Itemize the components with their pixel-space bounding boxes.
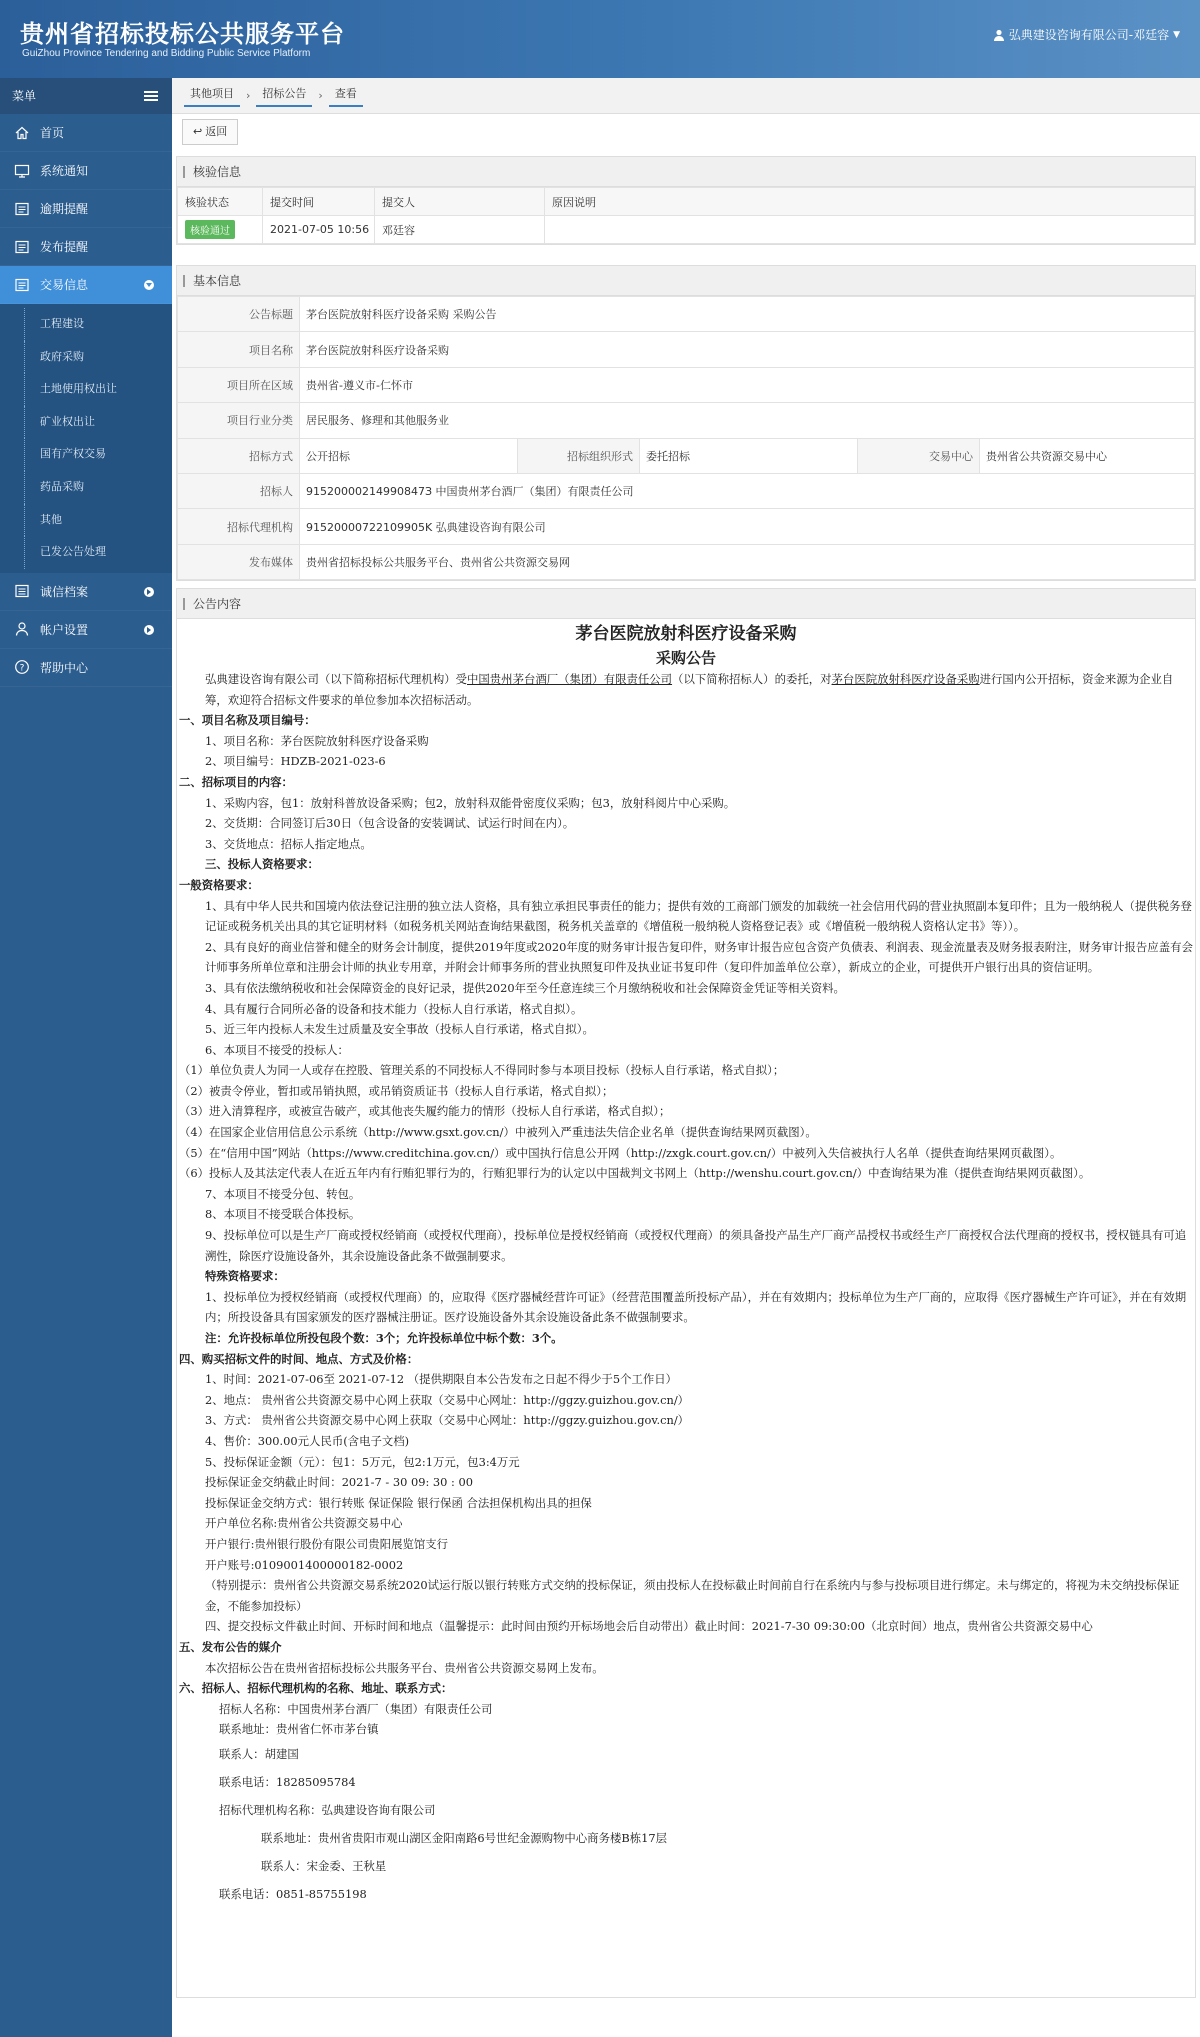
document-line: 2、具有良好的商业信誉和健全的财务会计制度，提供2019年度或2020年度的财务审计报告复印件，财务审计报告应包含资产负债表、利润表、现金流量表及财务报表附注，财务审计报告应盖有会计师事务所单位章和注册会计师的执业专用章，并附会计师事务所的营业执照复印件及执业证书复印件（复印件加盖单位公章），新成立的企业，可提供开户银行出具的资信证明。 [205,939,1193,975]
reason [545,216,1195,244]
sidebar-subitem-published[interactable]: 已发公告处理 [0,536,172,569]
document-icon [14,277,30,293]
center-value: 贵州省公共资源交易中心 [980,438,1195,473]
back-arrow-icon: ↩ [193,125,203,138]
sidebar-item-help[interactable] [0,649,172,687]
check-info-panel [176,156,1196,245]
document-icon [14,201,30,217]
document-line: 注：允许投标单位所投包段个数：3个；允许投标单位中标个数：3个。 [205,1331,563,1345]
panel-title: 基本信息 [177,266,1195,296]
document-line: 4、具有履行合同所必备的设备和技术能力（投标人自行承诺，格式自拟）。 [205,1001,583,1016]
document-line: 1、采购内容，包1：放射科普放设备采购；包2，放射科双能骨密度仪采购；包3，放射科阅片中心采购。 [205,795,736,810]
agency-value: 91520000722109905K 弘典建设咨询有限公司 [300,509,1195,544]
org-form-value: 委托招标 [640,438,858,473]
back-label: 返回 [205,125,228,138]
sidebar-item-home[interactable] [0,114,172,152]
document-line: 1、投标单位为授权经销商（或授权代理商）的，应取得《医疗器械经营许可证》（经营范围覆盖所投标产品），并在有效期内；投标单位为生产厂商的，应取得《医疗器械生产许可证》，并在有效期内；所投设备具有国家颁发的医疗器械注册证。医疗设施设备外其余设施设备此条不做强制要求。 [205,1289,1187,1325]
document-line: 三、投标人资格要求： [205,857,319,872]
document-line: 6、本项目不接受的投标人： [205,1042,349,1057]
tenderer-value: 91520000214990847З 中国贵州茅台酒厂（集团）有限责任公司 [300,473,1195,508]
method-value: 公开招标 [300,438,518,473]
document-line: 2、项目编号：HDZB-2021-023-6 [205,754,386,769]
user-icon [14,621,30,637]
field-label: 招标代理机构 [178,509,300,544]
platform-title: 贵州省招标投标公共服务平台 [20,19,345,48]
field-label: 招标方式 [178,438,300,473]
user-menu[interactable] [993,26,1180,43]
svg-text:?: ? [19,663,25,674]
sidebar-item-publish[interactable] [0,228,172,266]
field-label: 公告标题 [178,297,300,332]
sidebar-item-label: 帐户设置 [40,622,89,637]
sidebar-subitem-other[interactable]: 其他 [0,504,172,537]
project-link: 茅台医院放射科医疗设备采购 [831,672,980,686]
platform-subtitle: GuiZhou Province Tendering and Bidding Public Service Platform [22,48,311,59]
person-icon [993,29,1005,41]
document-line: （2）被责令停业，暂扣或吊销执照，或吊销资质证书（投标人自行承诺，格式自拟）； [179,1083,614,1098]
column-header: 提交人 [375,188,545,216]
media-value: 贵州省招标投标公共服务平台、贵州省公共资源交易网 [300,544,1195,579]
field-label: 发布媒体 [178,544,300,579]
document-line: （6）投标人及其法定代表人在近五年内有行贿犯罪行为的，行贿犯罪行为的认定以中国裁判文书网上（http://wenshu.court.gov.cn/）中查询结果为准（提供查询结果网页截图）。 [179,1166,1091,1181]
document-line: 招标人名称：中国贵州茅台酒厂（集团）有限责任公司 [219,1701,493,1716]
notice-content-panel [176,588,1196,1998]
document-line: 3、方式： 贵州省公共资源交易中心网上获取（交易中心网址：http://ggzy.guizhou.gov.cn/） [205,1413,690,1428]
document-line: 投标保证金交纳方式：银行转账 保证保险 银行保函 合法担保机构出具的担保 [205,1495,592,1510]
chevron-right-icon [144,625,154,635]
document-line: 一般资格要求： [179,877,259,892]
document-line: 开户账号:0109001400000182-0002 [205,1557,404,1572]
chevron-down-icon: ▼ [1173,29,1180,40]
document-line: 3、交货地点：招标人指定地点。 [205,836,372,851]
table-row [178,216,1195,244]
industry-value: 居民服务、修理和其他服务业 [300,403,1195,438]
sidebar-item-overdue[interactable] [0,190,172,228]
document-line: 招标代理机构名称：弘典建设咨询有限公司 [219,1802,436,1817]
field-label: 招标组织形式 [518,438,640,473]
sidebar-submenu [0,304,172,573]
document-line: 联系地址：贵州省仁怀市茅台镇 [219,1722,379,1737]
sidebar-item-label: 系统通知 [40,164,89,178]
sidebar-subitem-construction[interactable]: 工程建设 [0,308,172,341]
document-line: 联系电话：0851-85755198 [219,1886,367,1901]
document-line: 联系地址：贵州省贵阳市观山湖区金阳南路6号世纪金源购物中心商务楼B栋17层 [261,1830,668,1845]
hamburger-icon[interactable] [144,91,158,101]
document-line: 9、投标单位可以是生产厂商或授权经销商（或授权代理商），投标单位是授权经销商（或授权代理商）的须具备投产品生产厂商产品授权书或经生产厂商授权合法代理商的授权书，授权链具有可追溯性，除医疗设施设备外，其余设施设备此条不做强制要求。 [205,1228,1187,1263]
document-subtitle: 采购公告 [655,649,716,667]
document-line: 1、项目名称：茅台医院放射科医疗设备采购 [205,733,429,748]
sidebar-item-label: 逾期提醒 [40,202,89,216]
basic-info-table [177,296,1195,580]
sidebar-item-label: 首页 [40,126,65,140]
sidebar-item-label: 帮助中心 [40,660,89,675]
document-line: 开户银行:贵州银行股份有限公司贵阳展览馆支行 [205,1536,449,1551]
document-line: 4、售价：300.00元人民币(含电子文档) [205,1433,410,1448]
document-line: 本次招标公告在贵州省招标投标公共服务平台、贵州省公共资源交易网上发布。 [205,1660,604,1675]
chevron-down-icon [144,280,154,290]
field-label: 项目所在区域 [178,367,300,402]
document-line: 投标保证金交纳截止时间：2021-7 - 30 09: 30 : 00 [205,1475,473,1490]
document-line: 5、投标保证金额（元）：包1：5万元，包2:1万元，包3:4万元 [205,1454,520,1469]
column-header: 提交时间 [263,188,375,216]
sidebar-item-account[interactable] [0,611,172,649]
panel-title: 核验信息 [177,157,1195,187]
document-line: 联系电话：18285095784 [219,1774,356,1789]
list-icon [14,583,30,599]
document-line: 四、购买招标文件的时间、地点、方式及价格： [179,1351,419,1366]
user-name: 弘典建设咨询有限公司-邓廷容 [1008,28,1170,42]
menu-label: 菜单 [12,89,37,103]
breadcrumb-item[interactable]: 其他项目 [184,85,240,107]
sidebar-item-trade[interactable] [0,266,172,304]
project-name-value: 茅台医院放射科医疗设备采购 [300,332,1195,367]
sidebar-item-label: 诚信档案 [40,584,89,599]
basic-info-panel [176,265,1196,581]
sidebar-subitem-mining[interactable]: 矿业权出让 [0,406,172,439]
sidebar-subitem-land[interactable]: 土地使用权出让 [0,373,172,406]
document-line: 8、本项目不接受联合体投标。 [205,1207,361,1222]
breadcrumb-separator: › [246,89,251,102]
main-content [172,78,1200,2037]
panel-title: 公告内容 [177,589,1195,619]
sidebar-subitem-state-assets[interactable]: 国有产权交易 [0,438,172,471]
submit-time: 2021-07-05 10:56 [263,216,375,244]
document-line: （特别提示：贵州省公共资源交易系统2020试运行版以银行转账方式交纳的投标保证，须由投标人在投标截止时间前自行在系统内与参与投标项目进行绑定。未与绑定的，将视为未交纳投标保证金，不能参加投标） [205,1578,1180,1613]
notice-document [177,621,1195,1908]
document-line: 5、近三年内投标人未发生过质量及安全事故（投标人自行承诺，格式自拟）。 [205,1022,594,1037]
document-line: 五、发布公告的媒介 [179,1639,282,1654]
document-line: 联系人：宋金委、王秋星 [261,1858,387,1873]
document-title: 茅台医院放射科医疗设备采购 [575,624,797,644]
menu-header [0,78,172,114]
breadcrumb [172,78,1200,114]
breadcrumb-item[interactable]: 招标公告 [256,85,312,107]
sidebar-item-label: 发布提醒 [40,240,89,254]
status-badge: 核验通过 [185,220,235,239]
field-label: 交易中心 [858,438,980,473]
help-icon [14,659,30,675]
document-line: 2、地点： 贵州省公共资源交易中心网上获取（交易中心网址：http://ggzy.guizhou.gov.cn/） [205,1392,690,1407]
column-header: 核验状态 [178,188,263,216]
document-intro: 弘典建设咨询有限公司（以下简称招标代理机构）受中国贵州茅台酒厂（集团）有限责任公司（以下简称招标人）的委托，对茅台医院放射科医疗设备采购进行国内公开招标，资金来源为企业自筹，欢迎符合招标文件要求的单位参加本次招标活动。 [205,672,1174,707]
tenderer-link: 中国贵州茅台酒厂（集团）有限责任公司 [467,672,673,686]
breadcrumb-separator: › [318,89,323,102]
document-line: 联系人：胡建国 [219,1746,299,1761]
document-line: （4）在国家企业信用信息公示系统（http://www.gsxt.gov.cn/）中被列入严重违法失信企业名单（提供查询结果网页截图）。 [179,1125,817,1140]
document-line: （1）单位负责人为同一人或存在控股、管理关系的不同投标人不得同时参与本项目投标（投标人自行承诺，格式自拟）； [179,1063,785,1078]
field-label: 招标人 [178,473,300,508]
field-label: 项目名称 [178,332,300,367]
document-line: 1、具有中华人民共和国境内依法登记注册的独立法人资格，具有独立承担民事责任的能力；提供有效的工商部门颁发的加载统一社会信用代码的营业执照副本复印件；且为一般纳税人（提供税务登记证或税务机关出具的其它证明材料（如税务机关网站查询结果截图，税务机关盖章的《增值税一般纳税人资格登记表》或《增值税一般纳税人资格认定书》等））。 [205,898,1192,934]
region-value: 贵州省-遵义市-仁怀市 [300,367,1195,402]
breadcrumb-item[interactable]: 查看 [329,85,363,107]
document-line: 3、具有依法缴纳税收和社会保障资金的良好记录，提供2020年至今任意连续三个月缴纳税收和社会保障资金凭证等相关资料。 [205,980,845,995]
top-header [0,0,1200,78]
document-line: 六、招标人、招标代理机构的名称、地址、联系方式： [179,1681,453,1696]
document-line: 开户单位名称:贵州省公共资源交易中心 [205,1516,403,1531]
chevron-right-icon [144,587,154,597]
back-button[interactable] [182,119,238,145]
sidebar-item-label: 交易信息 [40,278,89,292]
check-info-table [177,187,1195,244]
submitter: 邓廷容 [375,216,545,244]
sidebar-subitem-drugs[interactable]: 药品采购 [0,471,172,504]
sidebar [0,78,172,2037]
document-icon [14,239,30,255]
field-label: 项目行业分类 [178,403,300,438]
document-line: （3）进入清算程序，或被宣告破产，或其他丧失履约能力的情形（投标人自行承诺，格式自拟）； [179,1104,671,1119]
home-icon [14,125,30,141]
document-line: 2、交货期：合同签订后30日（包含设备的安装调试、试运行时间在内）。 [205,816,575,831]
document-line: 一、项目名称及项目编号： [179,713,316,728]
notice-title-value: 茅台医院放射科医疗设备采购 采购公告 [300,297,1195,332]
document-line: （5）在“信用中国”网站（https://www.creditchina.gov.cn/）或中国执行信息公开网（http://zxgk.court.gov.cn/）中被列入失信被执行人名单（提供查询结果网页截图）。 [179,1145,1062,1160]
sidebar-item-notice[interactable] [0,152,172,190]
document-line: 特殊资格要求： [205,1269,285,1284]
monitor-icon [14,163,30,179]
document-body [179,710,1193,1908]
document-line: 二、招标项目的内容： [179,774,293,789]
document-line: 四、提交投标文件截止时间、开标时间和地点（温馨提示：此时间由预约开标场地会后自动带出）截止时间：2021-7-30 09:30:00（北京时间）地点，贵州省公共资源交易中心 [205,1619,1093,1634]
document-line: 7、本项目不接受分包、转包。 [205,1186,361,1201]
document-line: 1、时间：2021-07-06至 2021-07-12 （提供期限自本公告发布之日起不得少于5个工作日） [205,1372,678,1387]
column-header: 原因说明 [545,188,1195,216]
sidebar-item-credit[interactable] [0,573,172,611]
sidebar-subitem-gov-procurement[interactable]: 政府采购 [0,341,172,374]
